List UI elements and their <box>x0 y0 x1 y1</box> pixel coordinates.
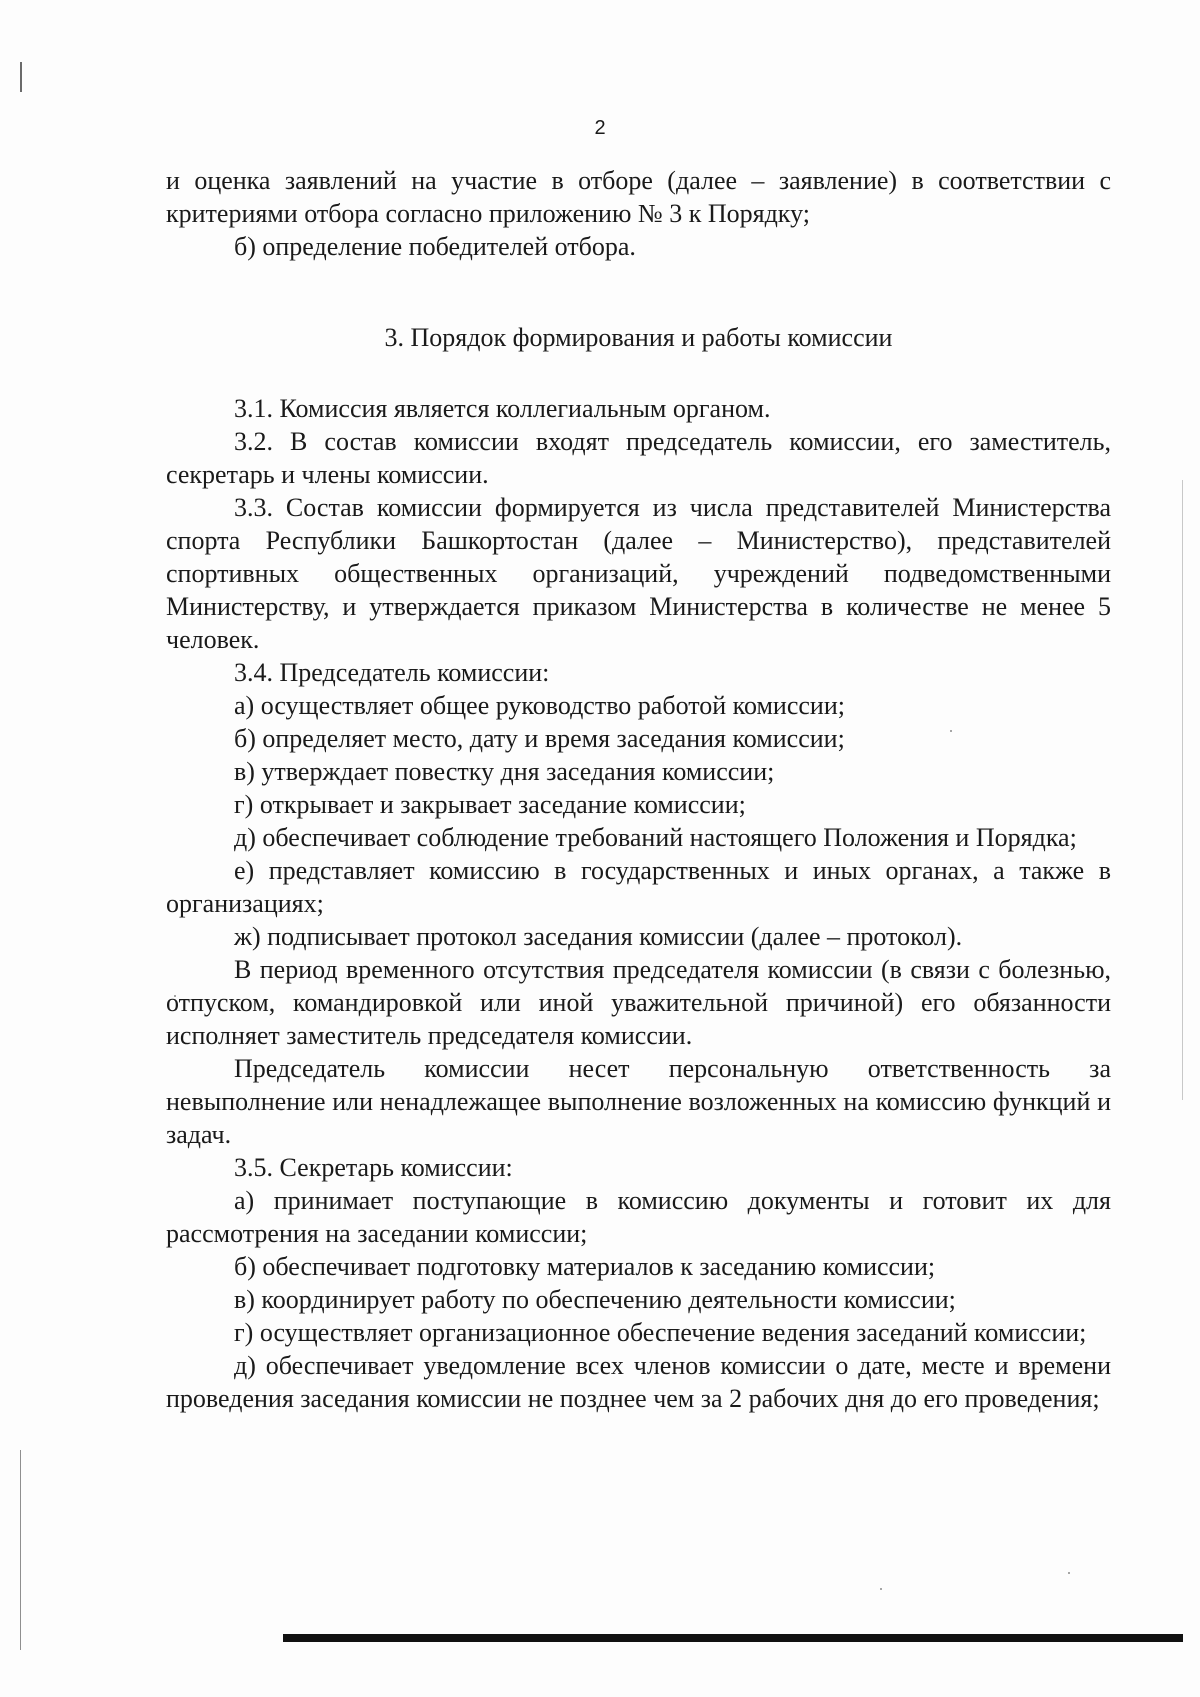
scan-speck <box>880 1588 882 1590</box>
clause-3-4-d: д) обеспечивает соблюдение требований настоящего Положения и Порядка; <box>234 823 1077 852</box>
clause-3-2: 3.2. В состав комиссии входят председатель комиссии, его заместитель, секретарь и члены комиссии. <box>166 427 1111 489</box>
responsibility-paragraph: Председатель комиссии несет персональную ответственность за невыполнение или ненадлежащее выполнение возложенных на комиссию функций и задач. <box>166 1054 1111 1149</box>
clause-3-5-a: а) принимает поступающие в комиссию документы и готовит их для рассмотрения на заседании комиссии; <box>166 1186 1111 1248</box>
scan-edge-left <box>20 62 22 92</box>
page-number: 2 <box>594 117 606 139</box>
scan-edge-right <box>1182 480 1183 1100</box>
scan-speck <box>1068 1572 1070 1574</box>
clause-3-4-v: в) утверждает повестку дня заседания комиссии; <box>234 757 775 786</box>
document-body <box>166 164 1111 1415</box>
clause-3-5-g: г) осуществляет организационное обеспечение ведения заседаний комиссии; <box>234 1318 1087 1347</box>
clause-3-4-b: б) определяет место, дату и время заседания комиссии; <box>234 724 845 753</box>
clause-3-4-e: е) представляет комиссию в государственных и иных органах, а также в организациях; <box>166 856 1111 918</box>
clause-3-5-b: б) обеспечивает подготовку материалов к заседанию комиссии; <box>234 1252 936 1281</box>
section-heading: 3. Порядок формирования и работы комиссии <box>384 323 893 352</box>
scan-edge-left <box>20 1450 21 1650</box>
clause-3-3: 3.3. Состав комиссии формируется из числа представителей Министерства спорта Республики Башкортостан (далее – Министерство), представителей спортивных общественных организаций, учреждений подведомственными Министерству, и утверждается приказом Министерства в количестве не менее 5 человек. <box>166 493 1111 654</box>
clause-3-4: 3.4. Председатель комиссии: <box>234 658 550 687</box>
clause-3-5-d: д) обеспечивает уведомление всех членов комиссии о дате, месте и времени проведения заседания комиссии не позднее чем за 2 рабочих дня до его проведения; <box>166 1351 1111 1413</box>
clause-3-4-a: а) осуществляет общее руководство работой комиссии; <box>234 691 845 720</box>
clause-3-5-v: в) координирует работу по обеспечению деятельности комиссии; <box>234 1285 956 1314</box>
clause-3-1: 3.1. Комиссия является коллегиальным органом. <box>234 394 771 423</box>
clause-3-4-g: г) открывает и закрывает заседание комиссии; <box>234 790 746 819</box>
clause-3-4-zh: ж) подписывает протокол заседания комиссии (далее – протокол). <box>234 922 963 951</box>
clause-3-5: 3.5. Секретарь комиссии: <box>234 1153 513 1182</box>
intro-paragraph-2: б) определение победителей отбора. <box>234 232 636 261</box>
scan-bottom-bar <box>283 1634 1183 1642</box>
intro-paragraph-1: и оценка заявлений на участие в отборе (далее – заявление) в соответствии с критериями отбора согласно приложению № 3 к Порядку; <box>166 166 1111 228</box>
deputy-paragraph: В период временного отсутствия председателя комиссии (в связи с болезнью, отпуском, командировкой или иной уважительной причиной) его обязанности исполняет заместитель председателя комиссии. <box>166 955 1111 1050</box>
